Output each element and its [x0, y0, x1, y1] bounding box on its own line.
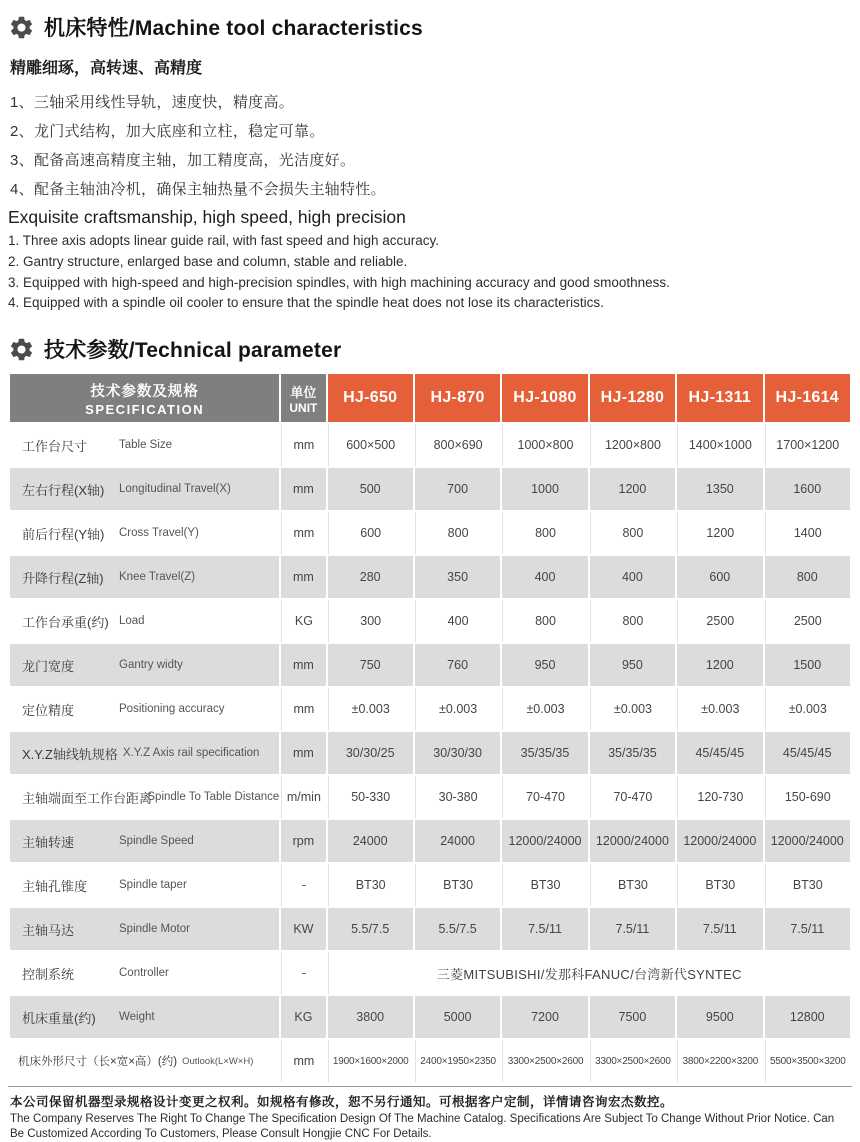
value-cell: 400 — [590, 556, 675, 598]
value-cell: 750 — [328, 644, 413, 686]
en-feature-item: 3. Equipped with high-speed and high-precision spindles, with high machining accuracy and good smoothness. — [8, 274, 670, 290]
value-cell: 600 — [677, 556, 762, 598]
value-cell: 500 — [328, 468, 413, 510]
footer-cn-text: 本公司保留机器型录规格设计变更之权利。如规格有修改，恕不另行通知。可根据客户定制，详情请咨询宏杰数控。 — [10, 1095, 674, 1110]
value-cell: 1200 — [590, 468, 675, 510]
spec-name-cell — [10, 908, 279, 950]
value-cell: 12800 — [765, 996, 850, 1038]
model-header-cell: HJ-870 — [415, 374, 500, 422]
value-cell: ±0.003 — [590, 688, 675, 730]
value-cell: 760 — [415, 644, 500, 686]
value-cell: 1400×1000 — [677, 424, 762, 466]
value-cell: 1200 — [677, 644, 762, 686]
cn-feature-item: 4、配备主轴油冷机，确保主轴热量不会损失主轴特性。 — [10, 181, 386, 198]
value-cell: ±0.003 — [328, 688, 413, 730]
value-cell: 45/45/45 — [677, 732, 762, 774]
model-header-cell: HJ-1280 — [590, 374, 675, 422]
spec-name-cell — [10, 688, 279, 730]
value-cell: 24000 — [415, 820, 500, 862]
unit-cell: - — [281, 952, 325, 994]
merged-value-cell: 三菱MITSUBISHI/发那科FANUC/台湾新代SYNTEC — [328, 952, 851, 994]
value-cell: 7.5/11 — [502, 908, 587, 950]
spec-name-cn: 升降行程(Z轴) — [22, 570, 104, 586]
spec-name-cn: 主轴马达 — [22, 922, 75, 938]
spec-name-en: Longitudinal Travel(X) — [119, 483, 231, 496]
cn-feature-item: 3、配备高速高精度主轴，加工精度高，光洁度好。 — [10, 152, 356, 169]
spec-name-cell — [10, 864, 279, 906]
spec-header-en: SPECIFICATION — [85, 401, 205, 417]
spec-name-cell — [10, 468, 279, 510]
model-header-cell: HJ-1080 — [502, 374, 587, 422]
table-row — [10, 688, 850, 730]
value-cell: 35/35/35 — [590, 732, 675, 774]
value-cell: 35/35/35 — [502, 732, 587, 774]
spec-name-wrap — [10, 920, 279, 939]
section-characteristics-title: 机床特性/Machine tool characteristics — [44, 17, 423, 40]
cn-subtitle: 精雕细琢，高转速、高精度 — [10, 60, 203, 77]
value-cell: 7500 — [590, 996, 675, 1038]
unit-cell: - — [281, 864, 325, 906]
unit-header-en: UNIT — [289, 400, 318, 415]
value-cell: 1000 — [502, 468, 587, 510]
value-cell: BT30 — [502, 864, 587, 906]
unit-cell: mm — [281, 732, 325, 774]
value-cell: 1200×800 — [590, 424, 675, 466]
value-cell: 1500 — [765, 644, 850, 686]
value-cell: 700 — [415, 468, 500, 510]
value-cell: 50-330 — [328, 776, 413, 818]
spec-name-wrap — [10, 612, 279, 631]
table-row — [10, 776, 850, 818]
value-cell: 400 — [415, 600, 500, 642]
table-row — [10, 864, 850, 906]
spec-name-cn: 主轴转速 — [22, 834, 75, 850]
en-feature-item: 4. Equipped with a spindle oil cooler to ensure that the spindle heat does not lose its characteristics. — [8, 295, 604, 311]
spec-name-wrap — [10, 1008, 279, 1027]
value-cell: 24000 — [328, 820, 413, 862]
value-cell: 9500 — [677, 996, 762, 1038]
value-cell: 1600 — [765, 468, 850, 510]
value-cell: 2400×1950×2350 — [415, 1040, 500, 1082]
cn-feature-item: 2、龙门式结构，加大底座和立柱，稳定可靠。 — [10, 123, 325, 140]
en-feature-item: 2. Gantry structure, enlarged base and column, stable and reliable. — [8, 253, 408, 269]
value-cell: 400 — [502, 556, 587, 598]
value-cell: 3300×2500×2600 — [590, 1040, 675, 1082]
unit-cell: KG — [281, 600, 325, 642]
table-row — [10, 512, 850, 554]
value-cell: 1350 — [677, 468, 762, 510]
value-cell: 5.5/7.5 — [328, 908, 413, 950]
spec-name-en: Cross Travel(Y) — [119, 527, 199, 540]
unit-cell: mm — [281, 644, 325, 686]
value-cell: 950 — [502, 644, 587, 686]
value-cell: 1900×1600×2000 — [328, 1040, 413, 1082]
spec-name-cn: 机床外形尺寸（长×宽×高）(约) — [18, 1056, 178, 1069]
value-cell: 3800 — [328, 996, 413, 1038]
value-cell: 5.5/7.5 — [415, 908, 500, 950]
value-cell: 120-730 — [677, 776, 762, 818]
unit-cell: KW — [281, 908, 325, 950]
value-cell: 280 — [328, 556, 413, 598]
unit-cell: mm — [281, 556, 325, 598]
spec-name-cn: X.Y.Z轴线轨规格 — [22, 746, 118, 762]
spec-name-en: Controller — [119, 967, 169, 980]
unit-cell: KG — [281, 996, 325, 1038]
spec-name-cell — [10, 732, 279, 774]
spec-name-en: Positioning accuracy — [119, 703, 225, 716]
unit-cell: mm — [281, 1040, 325, 1082]
value-cell: 600 — [328, 512, 413, 554]
spec-name-en: Spindle To Table Distance — [147, 791, 280, 804]
value-cell: 70-470 — [502, 776, 587, 818]
value-cell: 70-470 — [590, 776, 675, 818]
unit-cell: rpm — [281, 820, 325, 862]
spec-name-wrap — [10, 1053, 279, 1069]
spec-name-wrap — [10, 700, 279, 719]
spec-name-en: Load — [119, 615, 145, 628]
value-cell: 12000/24000 — [677, 820, 762, 862]
value-cell: 7.5/11 — [590, 908, 675, 950]
value-cell: 150-690 — [765, 776, 850, 818]
value-cell: 800 — [415, 512, 500, 554]
unit-header-cell — [281, 374, 325, 422]
spec-header-cn: 技术参数及规格 — [90, 383, 199, 400]
value-cell: ±0.003 — [765, 688, 850, 730]
value-cell: 12000/24000 — [590, 820, 675, 862]
spec-name-en: Table Size — [119, 439, 173, 452]
value-cell: 800 — [590, 600, 675, 642]
table-row — [10, 996, 850, 1038]
spec-name-cn: 龙门宽度 — [22, 658, 75, 674]
spec-name-cn: 前后行程(Y轴) — [22, 526, 105, 542]
value-cell: 950 — [590, 644, 675, 686]
spec-name-cn: 工作台尺寸 — [22, 438, 88, 454]
value-cell: 5000 — [415, 996, 500, 1038]
value-cell: 1000×800 — [502, 424, 587, 466]
value-cell: 1200 — [677, 512, 762, 554]
value-cell: 45/45/45 — [765, 732, 850, 774]
value-cell: 1700×1200 — [765, 424, 850, 466]
value-cell: ±0.003 — [415, 688, 500, 730]
spec-name-cn: 左右行程(X轴) — [22, 482, 105, 498]
spec-name-cell — [10, 1040, 279, 1082]
spec-name-en: Spindle Motor — [119, 923, 190, 936]
value-cell: BT30 — [765, 864, 850, 906]
spec-name-cn: 主轴孔锥度 — [22, 878, 88, 894]
spec-name-cell — [10, 556, 279, 598]
cn-feature-item: 1、三轴采用线性导轨，速度快，精度高。 — [10, 94, 295, 111]
value-cell: 12000/24000 — [502, 820, 587, 862]
model-header-cell: HJ-650 — [328, 374, 413, 422]
table-row — [10, 908, 850, 950]
value-cell: 7.5/11 — [677, 908, 762, 950]
spec-name-wrap — [10, 832, 279, 851]
spec-name-cn: 机床重量(约) — [22, 1010, 96, 1026]
table-row — [10, 732, 850, 774]
spec-name-cell — [10, 996, 279, 1038]
spec-name-cell — [10, 644, 279, 686]
en-feature-item: 1. Three axis adopts linear guide rail, with fast speed and high accuracy. — [8, 233, 439, 248]
spec-name-cell — [10, 600, 279, 642]
value-cell: 3300×2500×2600 — [502, 1040, 587, 1082]
spec-name-cell — [10, 952, 279, 994]
value-cell: 800 — [502, 600, 587, 642]
spec-name-wrap — [10, 964, 279, 983]
value-cell: BT30 — [677, 864, 762, 906]
spec-header-cell — [10, 374, 279, 422]
spec-name-cell — [10, 424, 279, 466]
value-cell: 300 — [328, 600, 413, 642]
unit-header-cn: 单位 — [290, 384, 317, 400]
gear-icon — [8, 14, 35, 41]
value-cell: 800×690 — [415, 424, 500, 466]
spec-name-en: Gantry widty — [119, 659, 183, 672]
unit-cell: mm — [281, 512, 325, 554]
en-subtitle: Exquisite craftsmanship, high speed, high precision — [8, 207, 406, 227]
value-cell: ±0.003 — [502, 688, 587, 730]
spec-table-body — [10, 424, 850, 1082]
model-header-cell: HJ-1311 — [677, 374, 762, 422]
section-characteristics-header — [8, 12, 852, 42]
table-row — [10, 952, 850, 994]
spec-name-cn: 主轴端面至工作台距离 — [22, 790, 153, 806]
value-cell: 12000/24000 — [765, 820, 850, 862]
table-row — [10, 468, 850, 510]
model-header-cell: HJ-1614 — [765, 374, 850, 422]
spec-name-cn: 工作台承重(约) — [22, 614, 109, 630]
value-cell: BT30 — [415, 864, 500, 906]
value-cell: 1400 — [765, 512, 850, 554]
spec-name-en: X.Y.Z Axis rail specification — [122, 747, 260, 760]
gear-icon — [8, 336, 35, 363]
cn-feature-list — [10, 91, 852, 199]
value-cell: 7200 — [502, 996, 587, 1038]
value-cell: 600×500 — [328, 424, 413, 466]
value-cell: 2500 — [765, 600, 850, 642]
table-row — [10, 1040, 850, 1082]
value-cell: 800 — [502, 512, 587, 554]
value-cell: 2500 — [677, 600, 762, 642]
spec-name-wrap — [10, 744, 279, 763]
value-cell: 30-380 — [415, 776, 500, 818]
table-row — [10, 644, 850, 686]
value-cell: 30/30/25 — [328, 732, 413, 774]
spec-name-en: Outlook(L×W×H) — [182, 1055, 254, 1067]
footer-en-text: The Company Reserves The Right To Change The Specification Design Of The Machine Catalog. Specifications Are Subject To Change Without Prior Notice. Can Be Customized According To Customers, Please Consult Hongjie CNC For Details. — [10, 1113, 835, 1141]
table-row — [10, 556, 850, 598]
spec-table — [8, 372, 852, 1084]
value-cell: 5500×3500×3200 — [765, 1040, 850, 1082]
spec-name-wrap — [10, 480, 279, 499]
spec-name-cell — [10, 512, 279, 554]
value-cell: 350 — [415, 556, 500, 598]
value-cell: ±0.003 — [677, 688, 762, 730]
footer-note — [8, 1086, 852, 1142]
value-cell: BT30 — [328, 864, 413, 906]
spec-name-cn: 控制系统 — [22, 966, 75, 982]
spec-name-wrap — [10, 656, 279, 675]
value-cell: 30/30/30 — [415, 732, 500, 774]
spec-name-en: Knee Travel(Z) — [119, 571, 196, 584]
table-row — [10, 424, 850, 466]
value-cell: 800 — [590, 512, 675, 554]
spec-name-wrap — [10, 788, 279, 807]
section-parameters-header — [8, 334, 852, 364]
spec-name-cell — [10, 776, 279, 818]
spec-name-wrap — [10, 568, 279, 587]
spec-name-cell — [10, 820, 279, 862]
spec-name-wrap — [10, 876, 279, 895]
en-feature-list — [8, 232, 852, 312]
value-cell: BT30 — [590, 864, 675, 906]
spec-name-en: Spindle Speed — [119, 835, 194, 848]
table-row — [10, 820, 850, 862]
section-parameters-title: 技术参数/Technical parameter — [44, 339, 342, 363]
spec-name-wrap — [10, 436, 279, 455]
value-cell: 800 — [765, 556, 850, 598]
unit-cell: mm — [281, 424, 325, 466]
table-header-row — [10, 374, 850, 422]
spec-name-cn: 定位精度 — [22, 702, 75, 718]
value-cell: 3800×2200×3200 — [677, 1040, 762, 1082]
unit-cell: m/min — [281, 776, 325, 818]
value-cell: 7.5/11 — [765, 908, 850, 950]
spec-name-wrap — [10, 524, 279, 543]
unit-cell: mm — [281, 688, 325, 730]
unit-cell: mm — [281, 468, 325, 510]
spec-name-en: Spindle taper — [119, 879, 187, 892]
spec-name-en: Weight — [119, 1011, 155, 1024]
table-row — [10, 600, 850, 642]
